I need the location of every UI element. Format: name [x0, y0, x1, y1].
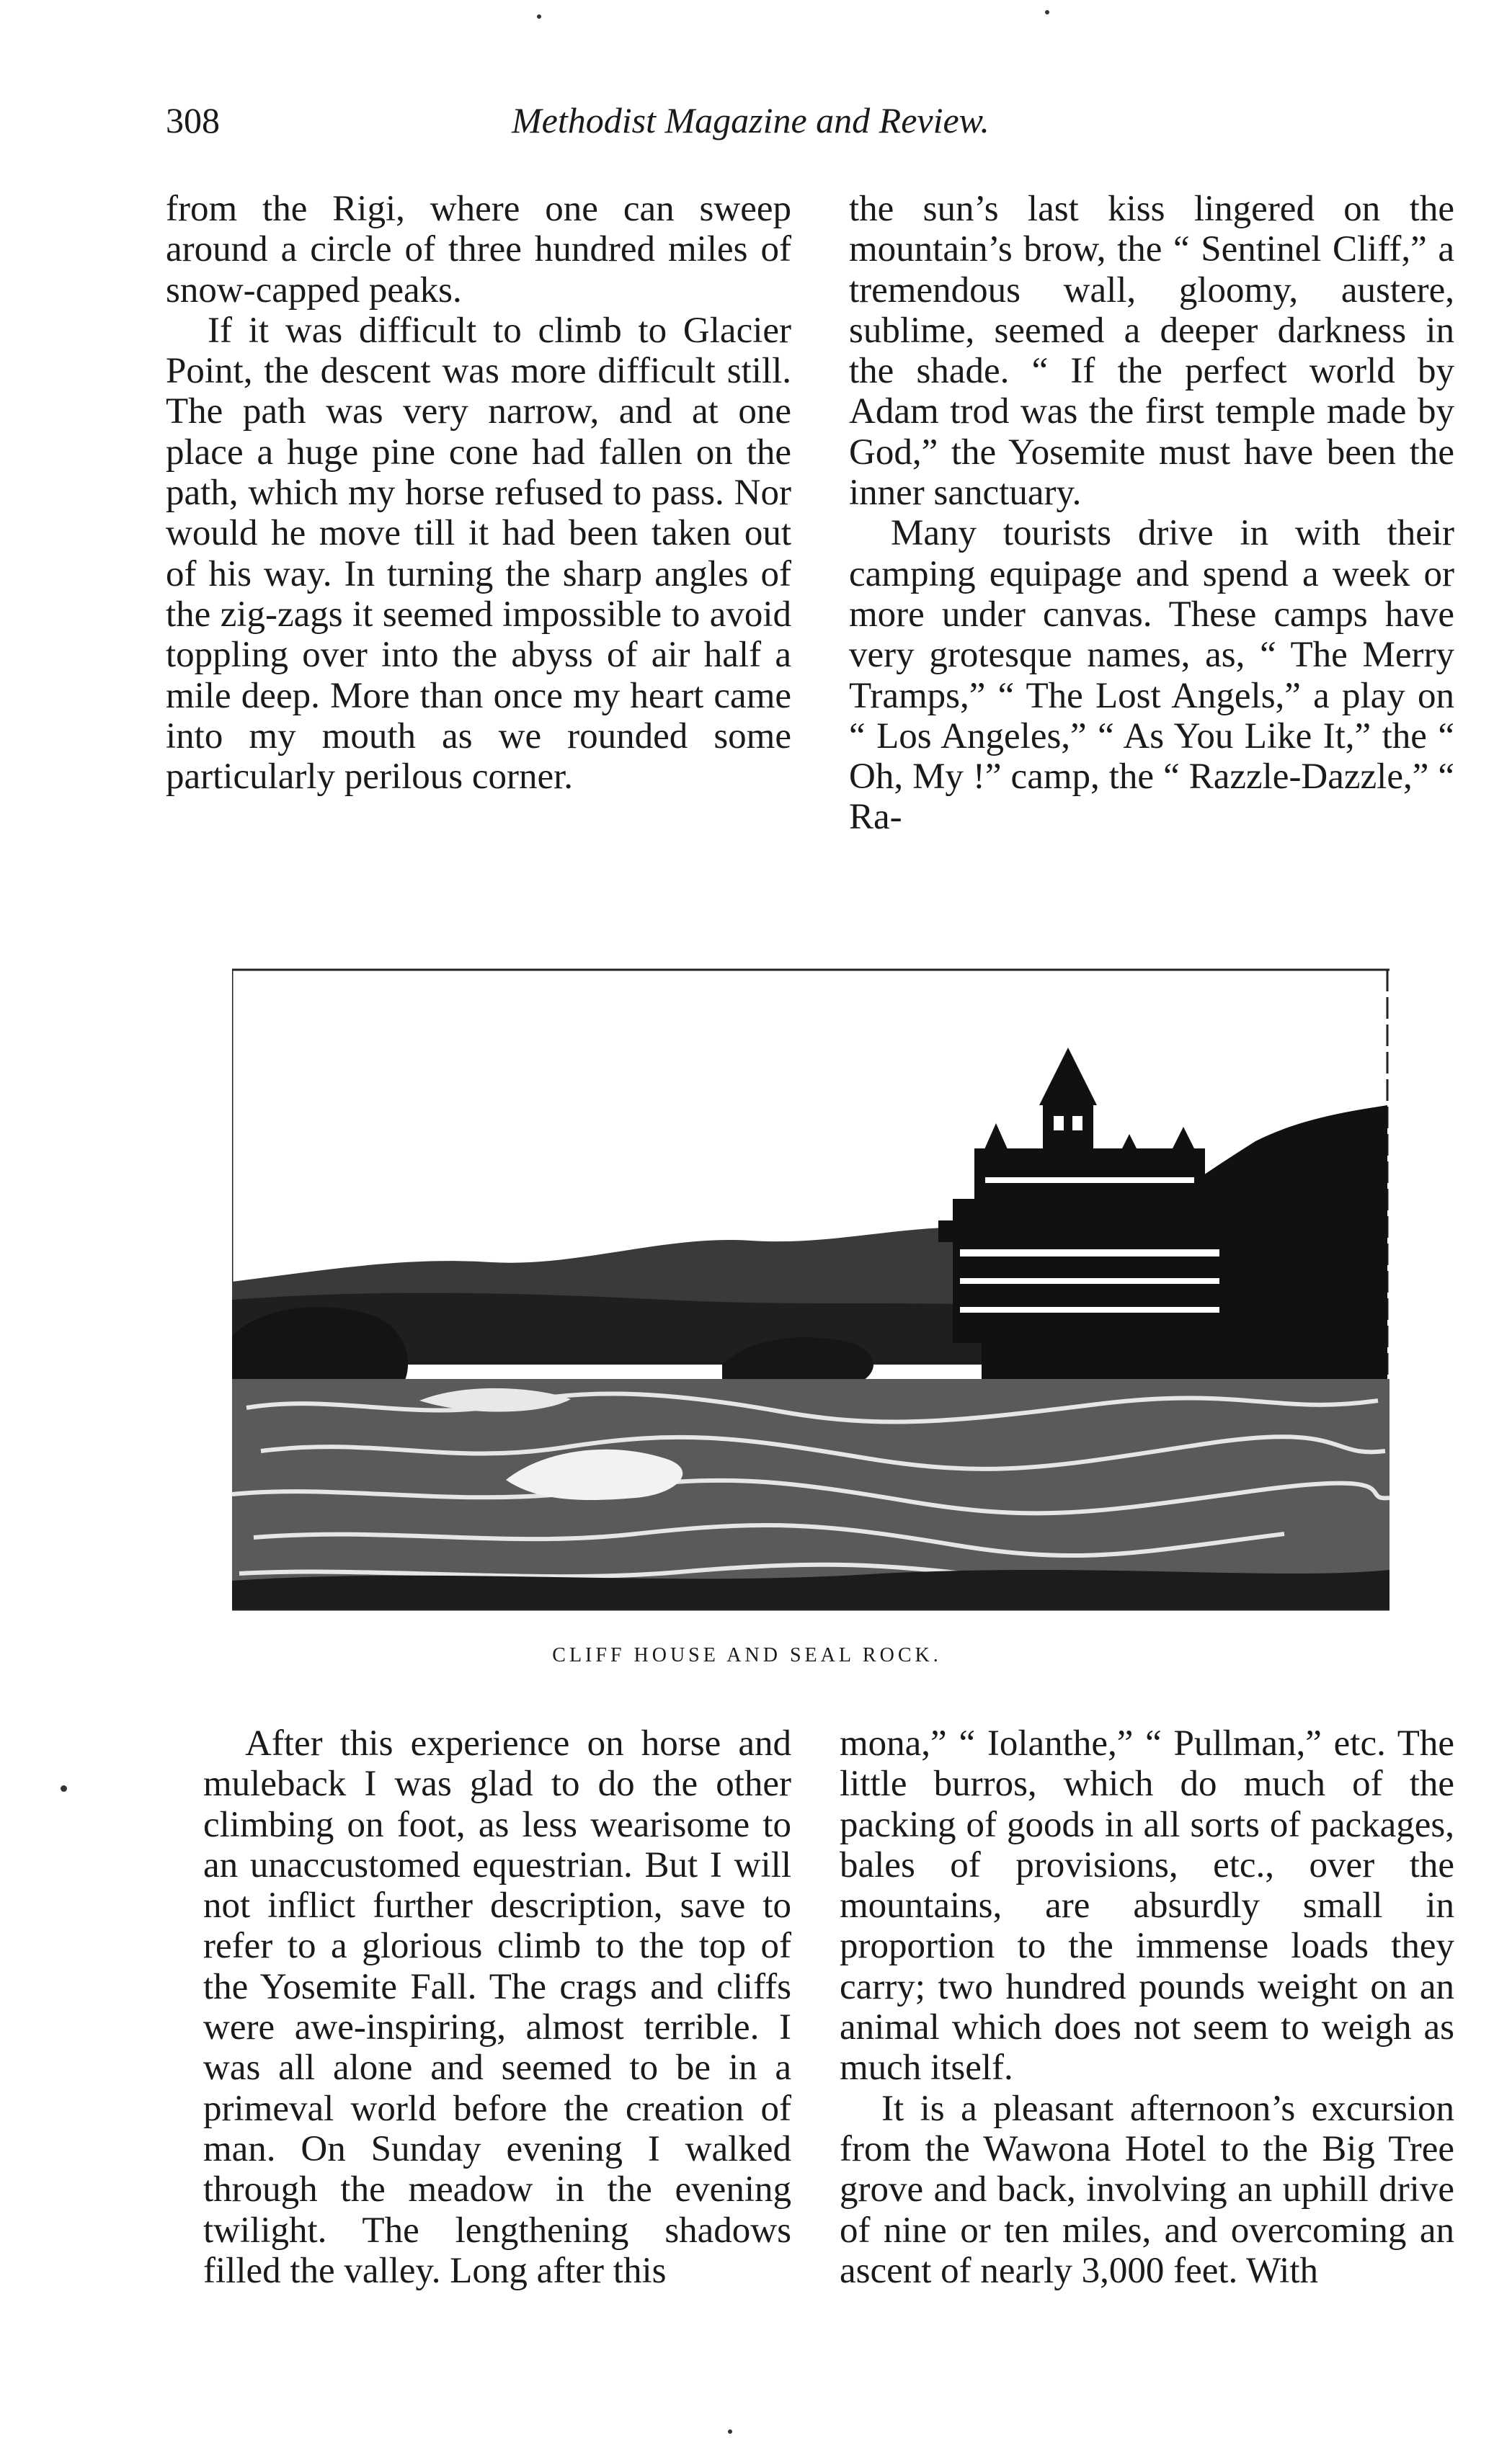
figure-caption: CLIFF HOUSE AND SEAL ROCK.: [552, 1644, 942, 1666]
paragraph: If it was difficult to climb to Glacier Point, the descent was more difficult still. The path was very narrow, and at one place a huge pine cone had fallen on the path, which my horse refused to pass. Nor would he move till it had been taken out of his way. In turning the sharp angles of the zig-zags it seemed impossible to avoid toppling over into the abyss of air half a mile deep. More than once my heart came into my mouth as we rounded some particularly perilous corner.: [166, 310, 791, 798]
paragraph: from the Rigi, where one can sweep around a circle of three hundred miles of snow-capped peaks.: [166, 189, 791, 311]
running-title: Methodist Magazine and Review.: [512, 100, 990, 140]
print-speck: [537, 14, 541, 19]
print-speck: [728, 2429, 732, 2434]
paragraph: the sun’s last kiss lingered on the mountain’s brow, the “ Sentinel Cliff,” a tremendous wall, gloomy, austere, sublime, seemed a deeper darkness in the shade. “ If the perfect world by Adam trod was the first temple made by God,” the Yosemite must have been the inner sanctuary.: [849, 189, 1454, 514]
paragraph: It is a pleasant afternoon’s excursion from the Wawona Hotel to the Big Tree grove and back, involving an uphill drive of nine or ten miles, and overcoming an ascent of nearly 3,000 feet. With: [840, 2088, 1454, 2291]
bottom-left-column: [203, 1723, 791, 2291]
paragraph: mona,” “ Iolanthe,” “ Pullman,” etc. The little burros, which do much of the packing of goods in all sorts of packages, bales of provisions, etc., over the mountains, are absurdly small in proportion to the immense loads they carry; two hundred pounds weight on an animal which does not seem to weigh as much itself.: [840, 1723, 1454, 2089]
print-speck: [1045, 10, 1049, 14]
cliff-house-illustration: [232, 961, 1389, 1618]
top-left-column: [166, 189, 791, 797]
page-header: [166, 99, 1319, 150]
print-speck: [61, 1785, 67, 1792]
top-right-column: [849, 189, 1454, 838]
bottom-right-column: [840, 1723, 1454, 2291]
page-number: 308: [166, 100, 220, 140]
paragraph: After this experience on horse and muleback I was glad to do the other climbing on foot, as less wearisome to an unaccustomed equestrian. But I will not inflict further description, save to refer to a glorious climb to the top of the Yosemite Fall. The crags and cliffs were awe-inspiring, almost terrible. I was all alone and seemed to be in a primeval world before the creation of man. On Sunday evening I walked through the meadow in the evening twilight. The lengthening shadows filled the valley. Long after this: [203, 1723, 791, 2291]
paragraph: Many tourists drive in with their camping equipage and spend a week or more under canvas. These camps have very grotesque names, as, “ The Merry Tramps,” “ The Lost Angels,” a play on “ Los Angeles,” “ As You Like It,” the “ Oh, My !” camp, the “ Razzle-Dazzle,” “ Ra-: [849, 513, 1454, 838]
